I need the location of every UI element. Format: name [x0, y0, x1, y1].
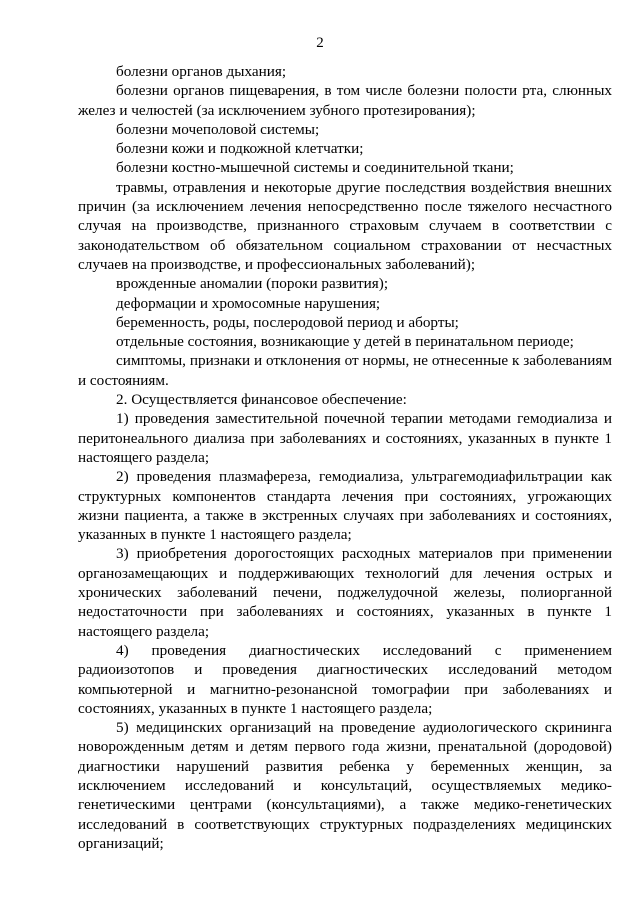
paragraph-symptoms: симптомы, признаки и отклонения от нормы, не отнесенные к заболеваниям и состояниям. [78, 352, 612, 389]
paragraph-respiratory: болезни органов дыхания; [116, 63, 287, 80]
paragraph-musculoskeletal: болезни костно-мышечной системы и соединительной ткани; [116, 159, 514, 177]
paragraph-chromosomal: деформации и хромосомные нарушения; [116, 294, 381, 312]
page-number: 2 [316, 35, 324, 51]
paragraph-item-5: 5) медицинских организаций на проведение аудиологического скрининга новорожденным детям и детям первого года жизни, пренатальной (дородовой) диагностики нарушений развития ребенка у беременных женщин, за исключением исследований и консультаций, осуществляемых медико-генетическими центрами (консультациями), а также медико-генетических исследований в соответствующих структурных подразделениях медицинских организаций; [78, 719, 612, 852]
paragraph-pregnancy: беременность, роды, послеродовой период и аборты; [116, 313, 459, 331]
document-body [78, 62, 612, 853]
paragraph-item-1: 1) проведения заместительной почечной терапии методами гемодиализа и перитонеального диализа при заболеваниях и состояниях, указанных в пункте 1 настоящего раздела; [78, 410, 612, 466]
paragraph-perinatal: отдельные состояния, возникающие у детей в перинатальном периоде; [116, 333, 574, 351]
paragraph-item-3: 3) приобретения дорогостоящих расходных материалов при применении органозамещающих и поддерживающих технологий для лечения острых и хронических заболеваний печени, поджелудочной железы, полиорганной недостаточности при заболеваниях и состояниях, указанных в пункте 1 настоящего раздела; [78, 545, 612, 640]
paragraph-congenital: врожденные аномалии (пороки развития); [116, 275, 389, 293]
paragraph-skin: болезни кожи и подкожной клетчатки; [116, 140, 364, 158]
paragraph-item-4: 4) проведения диагностических исследований с применением радиоизотопов и проведения диагностических исследований методом компьютерной и магнитно-резонансной томографии при заболеваниях и состояниях, указанных в пункте 1 настоящего раздела; [78, 641, 612, 717]
paragraph-genitourinary: болезни мочеполовой системы; [116, 120, 320, 138]
paragraph-financing-heading: 2. Осуществляется финансовое обеспечение: [116, 391, 407, 409]
paragraph-item-2: 2) проведения плазмафереза, гемодиализа, ультрагемодиафильтрации как структурных компонентов стандарта лечения при состояниях, угрожающих жизни пациента, а также в экстренных случаях при заболеваниях и состояниях, указанных в пункте 1 настоящего раздела; [78, 468, 612, 544]
paragraph-digestive: болезни органов пищеварения, в том числе болезни полости рта, слюнных желез и челюстей (за исключением зубного протезирования); [78, 82, 612, 119]
paragraph-injuries: травмы, отравления и некоторые другие последствия воздействия внешних причин (за исключением лечения непосредственно после тяжелого несчастного случая на производстве, признанного страховым случаем в соответствии с законодательством об обязательном социальном страховании от несчастных случаев на производстве, и профессиональных заболеваний); [78, 178, 612, 273]
